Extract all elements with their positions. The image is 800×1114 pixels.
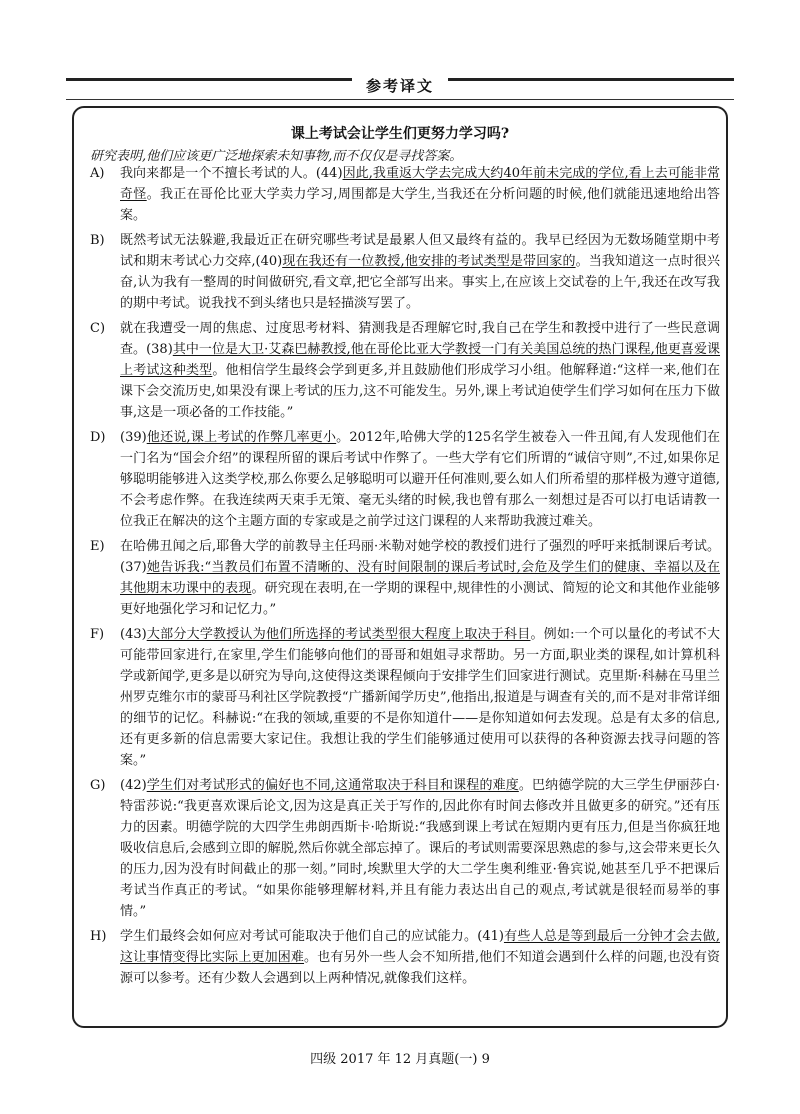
paragraph-letter: H) [90,929,107,944]
section-header-label: 参考译文 [352,77,448,95]
paragraph-segment: (39) [120,430,147,445]
underlined-answer-text: 学生们对考试形式的偏好也不同,这通常取决于科目和课程的难度 [146,778,519,793]
paragraph-segment: 我向来都是一个不擅长考试的人。(44) [120,166,343,181]
paragraph-segment: 就在我遭受一周的焦虑、过度思考材料、猜测我是否理解它时,我自己在学生和教授中进行了一些民意调查。(38) [120,321,720,357]
paragraph-letter: A) [90,166,105,181]
paragraph-segment: 学生们最终会如何应对考试可能取决于他们自己的应试能力。(41) [120,929,504,944]
paragraph-letter: G) [90,778,106,793]
underlined-answer-text: 大部分大学教授认为他们所选择的考试类型很大程度上取决于科目 [146,627,531,642]
underlined-answer-text: 他还说,课上考试的作弊几率更小 [146,430,337,445]
paragraph-f [90,624,730,771]
paragraph-text [120,163,720,226]
header-rule-bottom [66,99,734,100]
page-footer: 四级 2017 年 12 月真题(一) 9 [310,1052,490,1067]
paragraph-segment: 。我正在哥伦比亚大学卖力学习,周围都是大学生,当我还在分析问题的时候,他们就能迅速地给出答案。 [120,187,720,223]
paragraph-letter: B) [90,233,105,248]
paragraph-letter: F) [90,627,105,642]
underlined-answer-text: 她告诉我:“当教员们布置不清晰的、没有时间限制的课后考试时,会危及学生们的健康、幸福以及在其他期末功课中的表现 [120,560,720,596]
paragraph-text [120,230,720,314]
paragraph-segment: 。他相信学生最终会学到更多,并且鼓励他们形成学习小组。他解释道:“这样一来,他们在课下会交流历史,如果没有课上考试的压力,这不可能发生。另外,课上考试迫使学生们学习如何在压力下做事,这是一项必备的工作技能。” [120,363,720,420]
paragraph-letter: E) [90,539,105,554]
paragraph-segment: 。2012年,哈佛大学的125名学生被卷入一件丑闻,有人发现他们在一门名为“国会介绍”的课程所留的课后考试中作弊了。一些大学有它们所谓的“诚信守则”,不过,如果你足够聪明能够进入这类学校,那么你要么足够聪明可以避开任何准则,要么如人们所希望的那样极为遵守道德,不会考虑作弊。在我连续两天束手无策、毫无头绪的时候,我也曾有那么一刻想过是否可以打电话请教一位我正在解决的这个主题方面的专家或是之前学过这门课程的人来帮助我渡过难关。 [120,430,720,529]
paragraph-a [90,163,730,226]
underlined-answer-text: 因此,我重返大学去完成大约40年前未完成的学位,看上去可能非常奇怪 [120,166,721,202]
underlined-answer-text: 其中一位是大卫·艾森巴赫教授,他在哥伦比亚大学教授一门有关美国总统的热门课程,他更喜爱课上考试这种类型 [120,342,721,378]
paragraph-e [90,536,730,620]
paragraph-h [90,926,730,989]
paragraph-text [120,926,720,989]
paragraph-d [90,427,730,532]
underlined-answer-text: 现在我还有一位教授,他安排的考试类型是带回家的 [282,254,576,269]
paragraph-segment: (42) [120,778,147,793]
paragraph-text [120,318,720,423]
paragraph-letter: C) [90,321,106,336]
underlined-answer-text: 有些人总是等到最后一分钟才会去做,这让事情变得比实际上更加困难 [120,929,721,965]
article-title: 课上考试会让学生们更努力学习吗? [290,126,510,142]
paragraph-text [120,427,720,532]
paragraph-text [120,536,720,620]
paragraph-segment: 既然考试无法躲避,我最近正在研究哪些考试是最累人但又最终有益的。我早已经因为无数场随堂期中考试和期末考试心力交瘁,(40) [120,233,720,269]
paragraph-segment: 在哈佛丑闻之后,耶鲁大学的前教导主任玛丽·米勒对她学校的教授们进行了强烈的呼吁来抵制课后考试。(37) [120,539,720,575]
paragraph-g [90,775,730,922]
paragraph-segment: 。研究现在表明,在一学期的课程中,规律性的小测试、简短的论文和其他作业能够更好地强化学习和记忆力。” [120,581,720,617]
paragraph-c [90,318,730,423]
paragraph-segment: 。巴纳德学院的大三学生伊丽莎白·特雷莎说:“我更喜欢课后论文,因为这是真正关于写作的,因此你有时间去修改并且做更多的研究。”还有压力的因素。明德学院的大四学生弗朗西斯卡·哈斯说:“我感到课上考试在短期内更有压力,但是当你疯狂地吸收信息后,会感到立即的解脱,然后你就全部忘掉了。课后的考试则需要深思熟虑的参与,这会带来更长久的压力,因为没有时间截止的那一刻。”同时,埃默里大学的大二学生奥利维亚·鲁宾说,她甚至几乎不把课后考试当作真正的考试。“如果你能够理解材料,并且有能力表达出自己的观点,考试就是很轻而易举的事情。” [120,778,720,919]
section-header [0,75,800,96]
paragraph-segment: 。当我知道这一点时很兴奋,认为我有一整周的时间做研究,看文章,把它全部写出来。事实上,在应该上交试卷的上午,我还在改写我的期中考试。说我找不到头绪也只是轻描淡写罢了。 [120,254,720,311]
paragraph-segment: (43) [120,627,147,642]
article-subtitle: 研究表明,他们应该更广泛地探索未知事物,而不仅仅是寻找答案。 [90,149,463,164]
paragraph-text [120,624,720,771]
paragraph-b [90,230,730,314]
paragraph-text [120,775,720,922]
paragraph-letter: D) [90,430,106,445]
paragraph-segment: 。也有另外一些人会不知所措,他们不知道会遇到什么样的问题,也没有资源可以参考。还有少数人会遇到以上两种情况,就像我们这样。 [120,950,720,986]
paragraph-segment: 。例如:一个可以量化的考试不大可能带回家进行,在家里,学生们能够向他们的哥哥和姐姐寻求帮助。另一方面,职业类的课程,如计算机科学或新闻学,更多是以研究为导向,这使得这类课程倾向于安排学生们回家进行测试。克里斯·科赫在马里兰州罗克维尔市的蒙哥马利社区学院教授“广播新闻学历史”,他指出,报道是与调查有关的,而不是对非常详细的细节的记忆。科赫说:“在我的领域,重要的不是你知道什——是你知道如何去发现。总是有太多的信息,还有更多新的信息需要大家记住。我想让我的学生们能够通过使用可以获得的各种资源去找寻问题的答案。” [120,627,720,768]
